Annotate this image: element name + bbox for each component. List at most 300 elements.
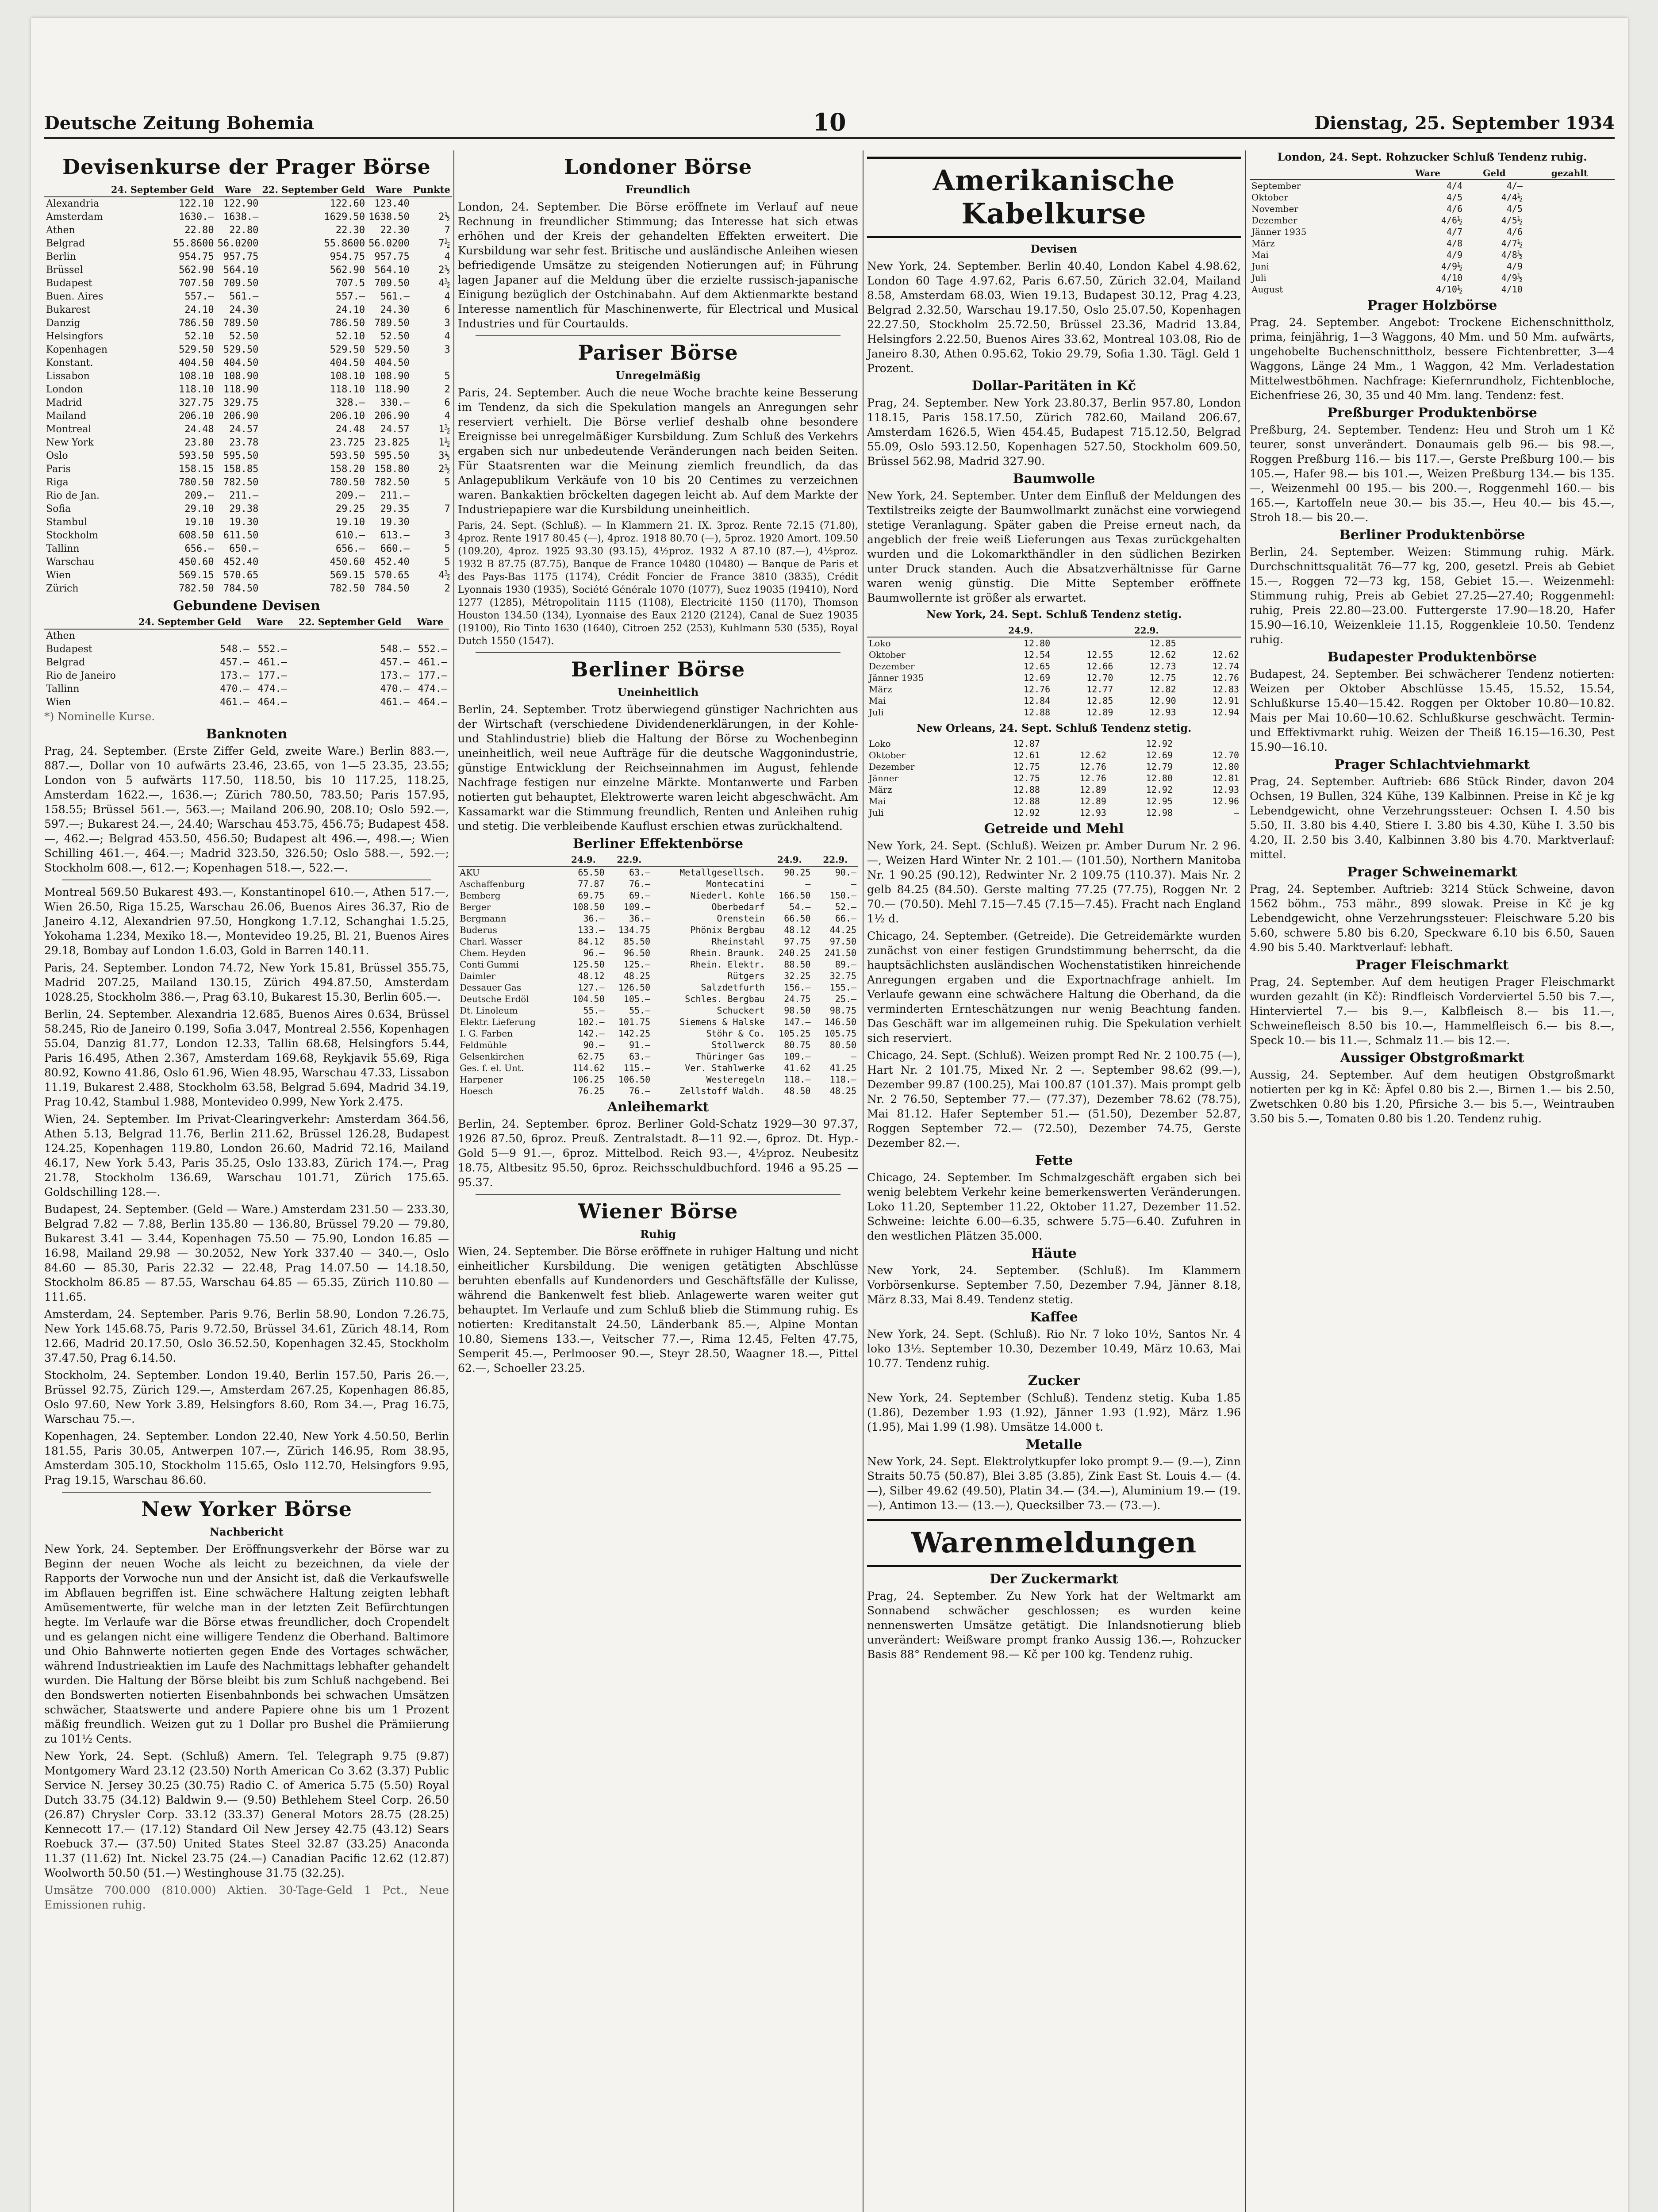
cotton-no-table	[867, 738, 1241, 818]
effekten-cell: 41.62	[784, 1063, 811, 1073]
london-sugar-row	[1250, 215, 1615, 226]
london-sugar-cell: 4/5½	[1501, 215, 1523, 226]
effekten-cell: Thüringer Gas	[695, 1051, 765, 1062]
cotton-no-cell: 12.76	[1079, 773, 1106, 783]
effekten-cell: Stöhr & Co.	[706, 1028, 765, 1039]
effekten-cell: 98.50	[784, 1005, 811, 1016]
cotton-no-cell: Jänner	[869, 773, 899, 783]
devisen-cell: Mailand	[46, 411, 87, 422]
devisen-cell: Zürich	[46, 583, 79, 594]
effekten-cell: Bergmann	[460, 913, 507, 924]
column-2	[458, 150, 858, 2212]
effekten-row	[458, 890, 858, 901]
wien2-text: Wien, 24. September. Im Privat-Clearingverkehr: Amsterdam 364.56, Athen 5.13, Belgrad 11.76, Berlin 211.62, Brüssel 126.28, Budapest 124.25, Kopenhagen 119.80, London 26.60, Madrid 72.16, Mailand 46.17, New York 5.43, Paris 35.25, Oslo 133.83, Zürich 174.—, Prag 21.78, Stockholm 136.69, Warschau 101.71, Zürich 175.65. Goldschilling 128.—.	[44, 1113, 449, 1198]
cotton-no-cell: 12.89	[1079, 796, 1106, 806]
page-header	[44, 106, 1615, 139]
cotton-ny-row	[867, 672, 1241, 684]
cotton-no-cell: Juli	[869, 807, 884, 818]
devisen-row	[44, 542, 452, 556]
effekten-cell: 240.25	[779, 948, 811, 958]
devisen-cell: 7	[444, 225, 450, 236]
devisen-cell: 3½	[438, 450, 450, 461]
cotton-ny-cell: 12.76	[1212, 672, 1239, 683]
effekten-header-cell: 22.9.	[812, 853, 858, 866]
effekten-cell: 66.—	[835, 913, 856, 924]
cotton-no-cell: 12.95	[1146, 796, 1173, 806]
cotton-ny-cell: 12.54	[1024, 649, 1051, 660]
cotton-ny-cell: Mai	[869, 695, 886, 706]
devisen-cell: 561.—	[229, 291, 259, 302]
kabel-devisen-text: New York, 24. September. Berlin 40.40, London Kabel 4.98.62, London 60 Tage 4.97.62, Paris 6.67.50, Zürich 32.04, Mailand 8.58, Amsterdam 68.03, Wien 19.13, Budapest 30.12, Prag 4.23, Belgrad 2.32.50, Warschau 19.17.50, Oslo 25.07.50, Kopenhagen 22.27.50, Stockholm 25.72.50, Brüssel 23.36, Madrid 13.84, Helsingfors 2.22.50, Buenos Aires 33.62, Montreal 103.08, Rio de Janeiro 8.30, Athen 0.95.62, Tokio 29.79, Sofia 1.30. Tägl. Geld 1 Prozent.	[867, 260, 1241, 375]
devisen-cell: Bukarest	[46, 304, 91, 315]
noten-cell: 457.—	[220, 657, 249, 668]
noten-cell: 173.—	[380, 670, 410, 681]
devisen-cell: 7	[444, 503, 450, 515]
cotton-ny-cell: 12.83	[1212, 684, 1239, 695]
devisen-cell: 52.10	[184, 331, 214, 342]
cotton-ny-cell: 12.76	[1024, 684, 1051, 695]
devisen-cell: 4½	[438, 570, 450, 581]
effekten-cell: 133.—	[578, 925, 605, 935]
london-sugar-cell: November	[1251, 204, 1298, 214]
cotton-no-cell: 12.61	[1013, 750, 1040, 760]
effekten-cell: 77.87	[578, 879, 605, 889]
devisen-header-cell: Ware	[367, 183, 411, 197]
divider	[476, 1194, 841, 1195]
london-sugar-row	[1250, 261, 1615, 272]
anleihe-title: Anleihemarkt	[607, 1099, 709, 1115]
effekten-cell: Ver. Stahlwerke	[685, 1063, 765, 1073]
devisen-cell: 2	[444, 384, 450, 395]
issue-date: Dienstag, 25. September 1934	[1314, 113, 1615, 134]
effekten-cell: Conti Gummi	[460, 959, 519, 970]
effekten-cell: Rheinstahl	[711, 936, 765, 947]
devisen-cell: 118.90	[223, 384, 259, 395]
effekten-cell: 84.12	[578, 936, 605, 947]
effekten-cell: 76.25	[578, 1086, 605, 1096]
devisen-cell: 569.15	[179, 570, 214, 581]
effekten-cell: 127.—	[578, 982, 605, 993]
devisen-cell: 211.—	[229, 490, 259, 501]
london-sugar-header-cell: gezahlt	[1524, 167, 1615, 180]
devisen-cell: 4	[444, 251, 450, 262]
london-sugar-cell: 4/7½	[1501, 238, 1523, 249]
cotton-ny-cell: 12.93	[1149, 707, 1176, 718]
devisen-cell: 789.50	[223, 318, 259, 329]
effekten-cell: Niederl. Kohle	[690, 890, 765, 901]
london-sugar-cell	[1524, 180, 1615, 192]
effekten-header-cell: 24.9.	[767, 853, 813, 866]
effekten-cell: 55.—	[583, 1005, 605, 1016]
cotton-ny-cell: 12.62	[1149, 649, 1176, 660]
devisen-cell: 19.30	[229, 517, 259, 528]
effekten-cell: Charl. Wasser	[460, 936, 522, 947]
london-sugar-row	[1250, 249, 1615, 261]
effekten-cell: 63.—	[629, 867, 651, 878]
column-1	[44, 150, 449, 2212]
devisen-cell: 452.40	[223, 557, 259, 568]
devisen-cell: 4½	[438, 278, 450, 289]
devisen-cell: Warschau	[46, 557, 95, 568]
obst-title: Aussiger Obstgroßmarkt	[1340, 1050, 1524, 1066]
devisen-cell: 1629.50	[324, 211, 365, 223]
devisen-cell: Danzig	[46, 318, 81, 329]
effekten-cell: 85.50	[623, 936, 651, 947]
cotton-ny-header-cell	[867, 624, 989, 637]
effekten-cell: Deutsche Erdöl	[460, 994, 529, 1004]
devisen-row	[44, 250, 452, 264]
noten-header-cell	[44, 615, 129, 629]
cotton-no-cell: 12.80	[1146, 773, 1173, 783]
noten-cell: Belgrad	[46, 657, 85, 668]
devisen-cell: 29.38	[229, 503, 259, 515]
devisen-row	[44, 489, 452, 503]
effekten-cell: 150.—	[829, 890, 856, 901]
effekten-cell: Schuckert	[717, 1005, 765, 1016]
effekten-row	[458, 947, 858, 959]
devisen-cell: 56.0200	[368, 238, 410, 249]
newyork-title: New Yorker Börse	[141, 1497, 353, 1521]
devisen-cell: 564.10	[223, 265, 259, 276]
london-sugar-cell: Dezember	[1251, 215, 1297, 226]
cotton-no-row	[867, 761, 1241, 772]
cotton-no-row	[867, 784, 1241, 795]
cotton-ny-row	[867, 684, 1241, 695]
effekten-row	[458, 1074, 858, 1085]
noten-row	[44, 696, 449, 709]
devisen-cell: 780.50	[330, 477, 365, 488]
effekten-row	[458, 1016, 858, 1028]
devisen-cell	[411, 197, 452, 211]
column-4	[1250, 150, 1615, 2212]
effekten-cell: 48.25	[623, 971, 651, 981]
effekten-row	[458, 959, 858, 970]
london-sugar-cell: Jänner 1935	[1251, 227, 1307, 237]
noten-cell	[251, 629, 288, 643]
london-sugar-cell	[1524, 203, 1615, 215]
effekten-cell: 36.—	[629, 913, 651, 924]
london-sugar-table	[1250, 167, 1615, 295]
noten-row	[44, 629, 449, 643]
effekten-cell: 147.—	[784, 1017, 811, 1027]
noten-cell	[289, 629, 411, 643]
paris-subtitle: Unregelmäßig	[615, 369, 701, 382]
kopenhagen-text: Kopenhagen, 24. September. London 22.40, New York 4.50.50, Berlin 181.55, Paris 30.05, Antwerpen 107.—, Zürich 146.95, Rom 38.95, Amsterdam 305.10, Stockholm 115.65, Oslo 112.70, Helsingfors 9.95, Prag 19.15, Warschau 86.60.	[44, 1430, 449, 1486]
cotton-no-title: New Orleans, 24. Sept. Schluß Tendenz stetig.	[916, 722, 1192, 734]
noten-cell: 474.—	[257, 684, 287, 695]
london-sugar-cell: Juni	[1251, 261, 1270, 272]
devisen-cell: 4	[444, 331, 450, 342]
noten-cell: 548.—	[380, 644, 410, 655]
effekten-cell: Chem. Heyden	[460, 948, 526, 958]
cotton-ny-cell: 12.85	[1086, 695, 1113, 706]
devisen-cell: Athen	[46, 225, 75, 236]
pressburg-title: Preßburger Produktenbörse	[1327, 405, 1537, 421]
devisen-cell: 5	[444, 557, 450, 568]
devisen-row	[44, 290, 452, 303]
london-sugar-header-cell	[1250, 167, 1391, 180]
london-sugar-cell: 4/7	[1446, 227, 1463, 237]
devisen-header-cell: Punkte	[411, 183, 452, 197]
devisen-cell: 22.80	[229, 225, 259, 236]
cotton-ny-cell: Loko	[869, 638, 891, 649]
paris-quotes: Paris, 24. Sept. (Schluß). — In Klammern 21. IX. 3proz. Rente 72.15 (71.80), 4proz. Rente 1917 80.45 (—), 4proz. 1918 80.70 (—), 5proz. 1920 Amort. 109.50 (109.20), 4proz. 1925 93.30 (93.15), 4½proz. 1932 A 87.10 (87.—), 4½proz. 1932 B 87.75 (87.75), Banque de France 10480 (10480) — Banque de Paris et des Pays-Bas 1175 (1174), Crédit Foncier de France 3810 (3835), Crédit Lyonnais 1930 (1935), Société Générale 1070 (1077), Suez 19035 (19410), Nord 1277 (1285), Métropolitain 1115 (1108), Electricité 1150 (1170), Thomson Houston 134.50 (134), Lyonnaise des Eaux 2120 (2124), Canal de Suez 19035 (19100), Rio Tinto 1630 (1640), Citroen 252 (253), Kuhlmann 530 (535), Royal Dutch 1550 (1547).	[458, 520, 858, 647]
cotton-no-cell	[1042, 738, 1108, 749]
devisen-cell: Alexandria	[46, 198, 100, 209]
effekten-header-cell	[458, 853, 560, 866]
devisen-cell: 784.50	[374, 583, 410, 594]
effekten-cell: 24.75	[784, 994, 811, 1004]
devisen-cell: 122.60	[330, 198, 365, 209]
noten-cell: 470.—	[380, 684, 410, 695]
london-sugar-cell	[1524, 249, 1615, 261]
devisen-row	[44, 410, 452, 423]
devisen-cell: 613.—	[380, 530, 410, 541]
cotton-no-cell: 12.88	[1013, 784, 1040, 795]
noten-cell: 474.—	[418, 684, 447, 695]
wien-title: Wiener Börse	[578, 1199, 738, 1223]
effekten-cell: 105.25	[779, 1028, 811, 1039]
london-sugar-cell: 4/4	[1446, 180, 1463, 191]
devisen-cell: 707.5	[335, 278, 365, 289]
effekten-cell: 48.12	[578, 971, 605, 981]
london-sugar-cell: 4/10	[1501, 284, 1523, 295]
effekten-cell: Siemens & Halske	[679, 1017, 765, 1027]
budapest-text: Budapest, 24. September. (Geld — Ware.) Amsterdam 231.50 — 233.30, Belgrad 7.82 — 7.88, Berlin 135.80 — 136.80, Brüssel 79.20 — 79.80, Bukarest 3.41 — 3.44, Kopenhagen 75.50 — 75.90, London 16.85 — 16.98, Mailand 29.98 — 30.2052, New York 337.40 — 340.—, Oslo 84.60 — 85.30, Paris 22.32 — 22.48, Prag 14.07.50 — 14.18.50, Stockholm 86.85 — 87.55, Warschau 64.85 — 65.35, Zürich 110.80 — 111.65.	[44, 1203, 449, 1303]
cotton-no-cell: 12.80	[1212, 761, 1239, 772]
noten-cell: 457.—	[380, 657, 410, 668]
kabelkurse-banner	[867, 157, 1241, 238]
effekten-cell: 76.—	[629, 879, 651, 889]
cotton-ny-cell: 12.84	[1024, 695, 1051, 706]
devisen-cell: 2½	[438, 211, 450, 223]
effekten-row	[458, 901, 858, 913]
effekten-cell: 114.62	[572, 1063, 605, 1073]
cotton-ny-cell: 12.75	[1149, 672, 1176, 683]
devisen-row	[44, 516, 452, 529]
devisen-row	[44, 503, 452, 516]
budapest-produkt-title: Budapester Produktenbörse	[1327, 649, 1537, 665]
berlin-produkt-text: Berlin, 24. September. Weizen: Stimmung ruhig. Märk. Durchschnittsqualität 76—77 kg, 200, gesetzl. Preis ab Gebiet 15.—, Roggen 72—73 kg, 158, Gebiet 15.—. Weizenmehl: Stimmung ruhig, Preis ab Gebiet 27.25—27.40; Roggenmehl: ruhig, Preis 22.80—23.00. Futtergerste 17.90—18.20, Hafer 15.90—16.10, Weizenkleie 11.15, Roggenkleie 10.50. Tendenz ruhig.	[1250, 545, 1615, 646]
devisen-title: Devisenkurse der Prager Börse	[62, 155, 431, 179]
devisen-cell: 650.—	[229, 543, 259, 554]
effekten-cell: 102.—	[578, 1017, 605, 1027]
devisen-cell: 158.15	[179, 464, 214, 475]
schweine-title: Prager Schweinemarkt	[1347, 864, 1517, 880]
cotton-ny-cell: 12.77	[1086, 684, 1113, 695]
noten-cell: 548.—	[220, 644, 249, 655]
effekten-cell: 96.50	[623, 948, 651, 958]
noten-cell: 552.—	[257, 644, 287, 655]
effekten-cell: 108.50	[572, 902, 605, 912]
effekten-row	[458, 982, 858, 993]
devisen-row	[44, 396, 452, 410]
cotton-ny-cell: 12.66	[1086, 661, 1113, 672]
cotton-no-cell: 12.62	[1079, 750, 1106, 760]
devisen-cell: 158.80	[374, 464, 410, 475]
kaffee-title: Kaffee	[1030, 1310, 1078, 1325]
column-3	[867, 150, 1241, 2212]
newyork-subtitle: Nachbericht	[210, 1525, 284, 1538]
devisen-row	[44, 277, 452, 290]
devisen-cell: 23.725	[330, 437, 365, 448]
effekten-cell: 146.50	[824, 1017, 856, 1027]
devisen-cell: 561.—	[380, 291, 410, 302]
cotton-ny-cell: Juli	[869, 707, 884, 718]
cotton-ny-cell: 12.69	[1024, 672, 1051, 683]
devisen-cell: Paris	[46, 464, 71, 475]
devisen-row	[44, 556, 452, 569]
devisen-cell: 5	[444, 543, 450, 554]
london-sugar-cell	[1524, 226, 1615, 238]
effekten-cell: Aschaffenburg	[460, 879, 525, 889]
holz-title: Prager Holzbörse	[1367, 298, 1497, 313]
devisen-cell: 19.10	[184, 517, 214, 528]
devisen-cell: 404.50	[223, 357, 259, 369]
devisen-cell: 209.—	[184, 490, 214, 501]
effekten-row	[458, 993, 858, 1005]
fleisch-text: Prag, 24. September. Auf dem heutigen Prager Fleischmarkt wurden gezahlt (in Kč): Rindfleisch Vorderviertel 5.50 bis 7.—, Hinterviertel 7.— bis 9.—, Kalbfleisch 8.— bis 11.—, Schweinefleisch 8.50 bis 10.—, Hammelfleisch 6.— bis 8.—, Speck 10.— bis 11.—, Schmalz 11.— bis 12.—.	[1250, 975, 1615, 1047]
cotton-no-cell: Dezember	[869, 761, 915, 772]
effekten-cell: 48.25	[829, 1086, 856, 1096]
devisen-cell: 122.10	[179, 198, 214, 209]
schweine-text: Prag, 24. September. Auftrieb: 3214 Stück Schweine, davon 1562 böhm., 753 mähr., 899 slowak. Preise in Kč je kg Lebendgewicht, ohne Verzehrungssteuer: Fleischware 5.20 bis 5.60, schwere 5.80 bis 6.20, Speckware 6.10 bis 6.50, Sauen 4.90 bis 5.40. Marktverlauf: lebhaft.	[1250, 883, 1615, 954]
devisen-cell: 2½	[438, 265, 450, 276]
devisen-cell: 954.75	[330, 251, 365, 262]
devisen-cell: 329.75	[223, 397, 259, 408]
effekten-cell: 96.—	[583, 948, 605, 958]
effekten-cell: 118.—	[829, 1074, 856, 1085]
effekten-cell: Metallgesellsch.	[679, 867, 765, 878]
effekten-cell: 32.75	[829, 971, 856, 981]
cotton-no-cell: Oktober	[869, 750, 906, 760]
devisen-cell: 957.75	[223, 251, 259, 262]
wien-text: Montreal 569.50 Bukarest 493.—, Konstantinopel 610.—, Athen 517.—, Wien 26.50, Riga 15.25, Warschau 26.06, Buenos Aires 36.37, Rio de Janeiro 4.12, Alexandrien 97.50, Hongkong 1.7.12, Schanghai 1.5.25, Yokohama 1.234, Mexiko 18.—, Montevideo 19.25, Bl. 21, Buenos Aires 29.18, Bombay auf London 1.6.03, Gold in Barren 140.11.	[44, 886, 449, 957]
cotton-ny-cell: 12.80	[1024, 638, 1051, 649]
cotton-no-cell: 12.69	[1146, 750, 1173, 760]
devisen-cell: 789.50	[374, 318, 410, 329]
noten-cell	[129, 629, 251, 643]
noten-cell: 464.—	[418, 697, 447, 708]
devisen-cell: 108.10	[179, 371, 214, 382]
cotton-ny-row	[867, 695, 1241, 707]
cotton-no-cell: 12.96	[1212, 796, 1239, 806]
devisen-cell: 660.—	[380, 543, 410, 554]
devisen-cell: Riga	[46, 477, 69, 488]
effekten-cell: 54.—	[789, 902, 811, 912]
effekten-cell: Montecatini	[706, 879, 765, 889]
noten-row	[44, 643, 449, 656]
cotton-ny-cell: 12.85	[1149, 638, 1176, 649]
noten-cell: 464.—	[257, 697, 287, 708]
effekten-cell: Oberbedarf	[711, 902, 765, 912]
dollar-title: Dollar-Paritäten in Kč	[971, 378, 1136, 394]
effekten-row	[458, 913, 858, 924]
zuckermarkt-text: Prag, 24. September. Zu New York hat der Weltmarkt am Sonnabend schwächer geschlossen; es wurden keine nennenswerten Umsätze getätigt. Die Inlandsnotierung blieb unverändert: Weißware prompt franko Aussig 136.—, Rohzucker Basis 88° Rendement 98.— Kč per 100 kg. Tendenz ruhig.	[867, 1590, 1241, 1661]
chicago-text: Chicago, 24. September. (Getreide). Die Getreidemärkte wurden zunächst von einer festigen Grundstimmung beherrscht, da die hauptsächlichsten ausländischen Wochenstatistiken hinreichende Anregungen ergaben und die Exportnachfrage anhielt. Im Verlaufe gewann eine schwächere Haltung die Oberhand, da die verminderten Ernteschätzungen nur wenig Beachtung fanden. Das Geschäft war im allgemeinen ruhig. Die Spekulation verhielt sich reserviert.	[867, 929, 1241, 1045]
effekten-cell: 44.25	[829, 925, 856, 935]
paris-title: Pariser Börse	[578, 341, 738, 365]
devisen-cell: 206.90	[223, 411, 259, 422]
devisen-cell: 1½	[438, 437, 450, 448]
cotton-ny-cell: 12.88	[1024, 707, 1051, 718]
devisen-row	[44, 330, 452, 343]
london-sugar-cell: Juli	[1251, 273, 1267, 283]
london-sugar-cell: September	[1251, 180, 1301, 191]
cotton-no-cell: Mai	[869, 796, 886, 806]
devisen-row	[44, 264, 452, 277]
devisen-row	[44, 383, 452, 396]
newyork-quotes: New York, 24. Sept. (Schluß) Amern. Tel. Telegraph 9.75 (9.87) Montgomery Ward 23.12 (23.50) North American Co 3.62 (3.37) Public Service N. Jersey 30.25 (30.75) Radio C. of America 5.75 (5.50) Royal Dutch 33.75 (34.12) Baldwin 9.— (9.50) Bethlehem Steel Corp. 26.50 (26.87) Chrysler Corp. 33.12 (33.37) General Motors 28.75 (28.25) Kennecott 17.— (17.12) Standard Oil New Jersey 42.75 (43.12) Sears Roebuck 37.— (37.50) United States Steel 32.87 (33.25) Anaconda 11.37 (11.62) Int. Nickel 23.75 (24.—) Canadian Pacific 12.62 (12.87) Woolworth 50.50 (51.—) Westinghouse 31.75 (32.25).	[44, 1750, 449, 1879]
effekten-cell: Schles. Bergbau	[685, 994, 765, 1004]
amsterdam-text: Amsterdam, 24. September. Paris 9.76, Berlin 58.90, London 7.26.75, New York 145.68.75, Paris 9.72.50, Brüssel 34.61, Zürich 48.14, Rom 12.66, Madrid 20.17.50, Oslo 36.52.50, Kopenhagen 32.45, Stockholm 37.47.50, Prag 6.14.50.	[44, 1308, 449, 1364]
devisen-cell: 611.50	[223, 530, 259, 541]
london-sugar-cell: 4/8	[1446, 238, 1463, 249]
effekten-cell: Stollwerck	[711, 1040, 765, 1050]
devisen-cell: 656.—	[184, 543, 214, 554]
devisen-row	[44, 529, 452, 542]
effekten-cell: Salzdetfurth	[701, 982, 765, 993]
banknoten-title: Banknoten	[206, 726, 288, 742]
cotton-ny-cell: 12.89	[1086, 707, 1113, 718]
effekten-cell: 52.—	[835, 902, 856, 912]
effekten-cell: 32.25	[784, 971, 811, 981]
devisen-cell: 784.50	[223, 583, 259, 594]
effekten-cell: 166.50	[779, 890, 811, 901]
haute-title: Häute	[1031, 1246, 1077, 1261]
chicago-quotes: Chicago, 24. Sept. (Schluß). Weizen prompt Red Nr. 2 100.75 (—), Hart Nr. 2 101.75, Mixed Nr. 2 —. September 98.62 (99.—), Dezember 99.87 (100.25), Mai 100.87 (101.37). Mais prompt gelb Nr. 2 76.50, September 77.— (77.37), Dezember 78.62 (78.75), Mai 81.12. Hafer September 51.— (51.50), Dezember 52.87, Roggen September 72.— (72.50), Dezember 74.75, Gerste Dezember 82.—.	[867, 1049, 1241, 1149]
paris-text: Paris, 24. September. London 74.72, New York 15.81, Brüssel 355.75, Madrid 207.25, Mailand 130.15, Zürich 494.87.50, Amsterdam 1028.25, Stockholm 386.—, Prag 63.10, Bukarest 15.30, Berlin 605.—.	[44, 961, 449, 1003]
effekten-cell: Berger	[460, 902, 491, 912]
devisen-cell	[411, 357, 452, 370]
devisen-cell: 1638.50	[368, 211, 410, 223]
effekten-cell: Rhein. Braunk.	[690, 948, 765, 958]
devisen-cell: 957.75	[374, 251, 410, 262]
devisen-cell: Kopenhagen	[46, 344, 107, 355]
london-sugar-cell: 4/—	[1506, 180, 1523, 191]
effekten-cell: AKU	[460, 867, 480, 878]
effekten-cell: Dt. Linoleum	[460, 1005, 518, 1016]
cotton-ny-table	[867, 624, 1241, 718]
effekten-cell: Harpener	[460, 1074, 503, 1085]
devisen-cell: Brüssel	[46, 265, 83, 276]
column-rule	[1245, 150, 1246, 2212]
devisen-row	[44, 303, 452, 317]
holz-text: Prag, 24. September. Angebot: Trockene Eichenschnittholz, prima, feinjährig, 1—3 Waggons, 40 Mm. und 50 Mm. aufwärts, ungehobelte Buchenschnittholz, bessere Fichtenbretter, 3—4 Waggons, Länge 24 Mm., 1 Waggon, 42 Mm. Verladestation Mittelwestböhmen. Nachfrage: Kiefernrundholz, Fichtenbloche, Eichenfriese 26, 30, 35 und 40 Mm. lang. Tendenz: fest.	[1250, 316, 1615, 402]
column-rule	[863, 150, 864, 2212]
devisen-cell: 123.40	[374, 198, 410, 209]
effekten-cell: 48.50	[784, 1086, 811, 1096]
effekten-cell: Rütgers	[727, 971, 765, 981]
effekten-cell: 155.—	[829, 982, 856, 993]
devisen-cell: 52.50	[229, 331, 259, 342]
schlacht-title: Prager Schlachtviehmarkt	[1334, 757, 1530, 772]
effekten-cell: 62.75	[578, 1051, 605, 1062]
london-sugar-cell: 4/5	[1446, 192, 1463, 203]
london-sugar-row	[1250, 192, 1615, 203]
devisen-cell: 1630.—	[179, 211, 214, 223]
devisen-cell: 5	[444, 477, 450, 488]
effekten-cell: 109.—	[623, 902, 651, 912]
effekten-cell: Buderus	[460, 925, 497, 935]
devisen-row	[44, 463, 452, 476]
devisen-cell: Konstant.	[46, 357, 93, 369]
cotton-ny-cell: März	[869, 684, 892, 695]
london-sugar-cell: 4/9	[1506, 261, 1523, 272]
devisen-cell: 330.—	[380, 397, 410, 408]
devisen-row	[44, 237, 452, 250]
london-sugar-row	[1250, 272, 1615, 284]
